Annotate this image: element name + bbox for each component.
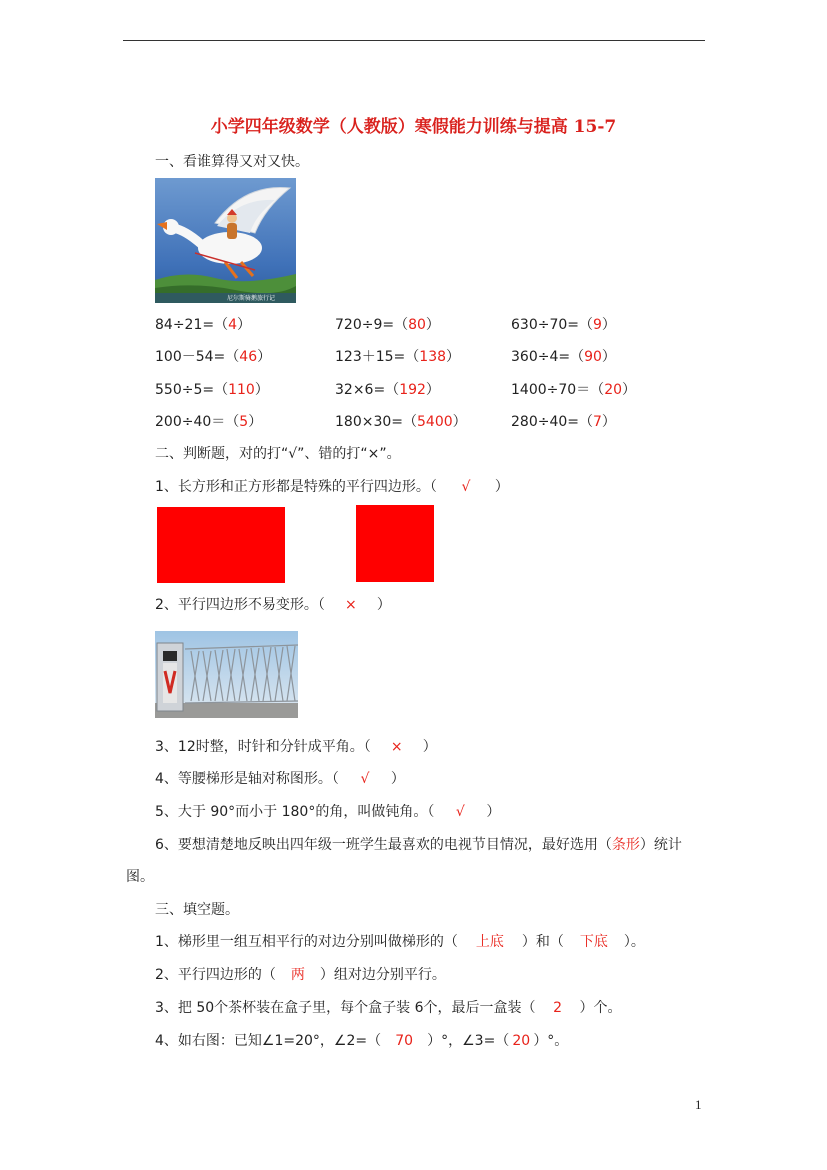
- calc-close-paren: ）: [425, 317, 440, 333]
- fill-item-3: [155, 997, 622, 1017]
- calc-close-paren: ）: [446, 349, 461, 365]
- calc-close-paren: ）: [601, 349, 616, 365]
- calc-answer: 90: [584, 349, 602, 365]
- judge-item-2-close: ）: [376, 597, 391, 613]
- judge-item-1-text: 1、长方形和正方形都是特殊的平行四边形。（: [155, 479, 437, 495]
- calc-expression: 200÷40＝（: [155, 414, 240, 430]
- fill-item-1-answer-1: 上底: [475, 934, 504, 950]
- page-title: 小学四年级数学（人教版）寒假能力训练与提高 15-7: [210, 117, 617, 137]
- judge-item-4-answer: √: [360, 771, 370, 787]
- judge-item-3-answer: ×: [390, 739, 403, 755]
- judge-item-5: [155, 801, 500, 821]
- calc-problem: [335, 379, 440, 399]
- fill-item-3-answer: 2: [553, 1000, 562, 1016]
- judge-item-5-text: 5、大于 90°而小于 180°的角，叫做钝角。（: [155, 804, 435, 820]
- calc-answer: 9: [593, 317, 602, 333]
- fill-item-2-text: 2、平行四边形的（: [155, 967, 276, 983]
- header-rule: [123, 40, 705, 41]
- calc-close-paren: ）: [257, 349, 272, 365]
- judge-item-6: [155, 834, 682, 854]
- calc-answer: 138: [419, 349, 447, 365]
- calc-answer: 110: [228, 382, 255, 398]
- judge-item-6-text: 6、要想清楚地反映出四年级一班学生最喜欢的电视节目情况，最好选用（: [155, 837, 612, 853]
- calc-problem: [511, 411, 616, 431]
- calc-problem: [155, 379, 269, 399]
- judge-item-1-close: ）: [494, 479, 509, 495]
- calc-problem: [511, 314, 616, 334]
- calc-answer: 7: [593, 414, 602, 430]
- fill-item-4: [155, 1030, 568, 1050]
- calc-problem: [335, 411, 467, 431]
- calc-close-paren: ）: [452, 414, 467, 430]
- calc-answer: 4: [228, 317, 238, 333]
- calc-expression: 100－54=（: [155, 349, 240, 365]
- section3-heading: 三、填空题。: [155, 902, 239, 918]
- fill-item-1-mid: ）和（: [521, 934, 564, 950]
- section2-heading: 二、判断题，对的打“√”、错的打“×”。: [155, 446, 401, 462]
- calc-problem: [155, 314, 251, 334]
- judge-item-3-text: 3、12时整，时针和分针成平角。（: [155, 739, 371, 755]
- fill-item-2-close: ）组对边分别平行。: [319, 967, 446, 983]
- calc-expression: 280÷40=（: [511, 414, 593, 430]
- calc-answer: 20: [604, 382, 623, 398]
- calc-answer: 192: [399, 382, 426, 398]
- judge-item-4: [155, 768, 405, 788]
- fill-item-1-answer-2: 下底: [579, 934, 608, 950]
- fill-item-4-mid: ）°，∠3=（: [427, 1033, 510, 1049]
- judge-item-5-answer: √: [455, 804, 465, 820]
- judge-item-2: [155, 594, 391, 614]
- calc-problem: [335, 314, 440, 334]
- calc-answer: 80: [408, 317, 426, 333]
- judge-item-6-answer: 条形: [611, 837, 640, 853]
- nils-goose-image: [155, 178, 296, 303]
- calc-close-paren: ）: [425, 382, 440, 398]
- retractable-gate-image: [155, 631, 298, 718]
- calc-expression: 550÷5=（: [155, 382, 229, 398]
- section1-heading: 一、看谁算得又对又快。: [155, 154, 309, 170]
- calc-problem: [155, 411, 262, 431]
- page-number: 1: [695, 1097, 702, 1112]
- fill-item-4-answer-1: 70: [395, 1033, 414, 1049]
- judge-item-1: [155, 476, 509, 496]
- calc-close-paren: ）: [248, 414, 263, 430]
- image-caption: 尼尔斯骑鹅旅行记: [226, 295, 275, 302]
- fill-item-3-text: 3、把 50个茶杯装在盒子里，每个盒子装 6个，最后一盒装（: [155, 1000, 536, 1016]
- calc-close-paren: ）: [237, 317, 252, 333]
- calc-expression: 720÷9=（: [335, 317, 409, 333]
- calc-expression: 1400÷70＝（: [511, 382, 605, 398]
- fill-item-2-answer: 两: [290, 967, 305, 983]
- fill-item-4-text: 4、如右图：已知∠1=20°，∠2=（: [155, 1033, 382, 1049]
- calc-expression: 32×6=（: [335, 382, 400, 398]
- judge-item-1-answer: √: [461, 479, 471, 495]
- fill-item-1: [155, 931, 645, 951]
- square-shape: [356, 505, 434, 582]
- fill-item-3-close: ）个。: [579, 1000, 622, 1016]
- calc-expression: 84÷21=（: [155, 317, 229, 333]
- calc-close-paren: ）: [622, 382, 637, 398]
- calc-problem: [155, 346, 271, 366]
- judge-item-2-answer: ×: [345, 597, 357, 613]
- calc-expression: 180×30=（: [335, 414, 417, 430]
- fill-item-4-answer-2: 20: [512, 1033, 531, 1049]
- calc-answer: 5400: [417, 414, 453, 430]
- calc-expression: 123＋15=（: [335, 349, 420, 365]
- calc-expression: 360÷4=（: [511, 349, 585, 365]
- judge-item-4-close: ）: [390, 771, 405, 787]
- judge-item-3-close: ）: [422, 739, 437, 755]
- judge-item-3: [155, 736, 437, 756]
- calc-close-paren: ）: [601, 414, 616, 430]
- judge-item-4-text: 4、等腰梯形是轴对称图形。（: [155, 771, 339, 787]
- calc-problem: [511, 379, 636, 399]
- fill-item-1-close: ）。: [623, 934, 645, 950]
- fill-item-4-close: ）°。: [533, 1033, 569, 1049]
- calc-problem: [335, 346, 460, 366]
- fill-item-1-text: 1、梯形里一组互相平行的对边分别叫做梯形的（: [155, 934, 458, 950]
- judge-item-2-text: 2、平行四边形不易变形。（: [155, 597, 325, 613]
- calc-expression: 630÷70=（: [511, 317, 593, 333]
- rectangle-shape: [157, 507, 285, 583]
- calc-close-paren: ）: [601, 317, 616, 333]
- judge-item-6-close: ）统计: [639, 837, 682, 853]
- calc-problem: [511, 346, 616, 366]
- calc-answer: 46: [239, 349, 258, 365]
- fill-item-2: [155, 964, 446, 984]
- calc-answer: 5: [239, 414, 249, 430]
- judge-item-5-close: ）: [486, 804, 501, 820]
- judge-item-6-continuation: 图。: [126, 869, 154, 885]
- calc-close-paren: ）: [254, 382, 269, 398]
